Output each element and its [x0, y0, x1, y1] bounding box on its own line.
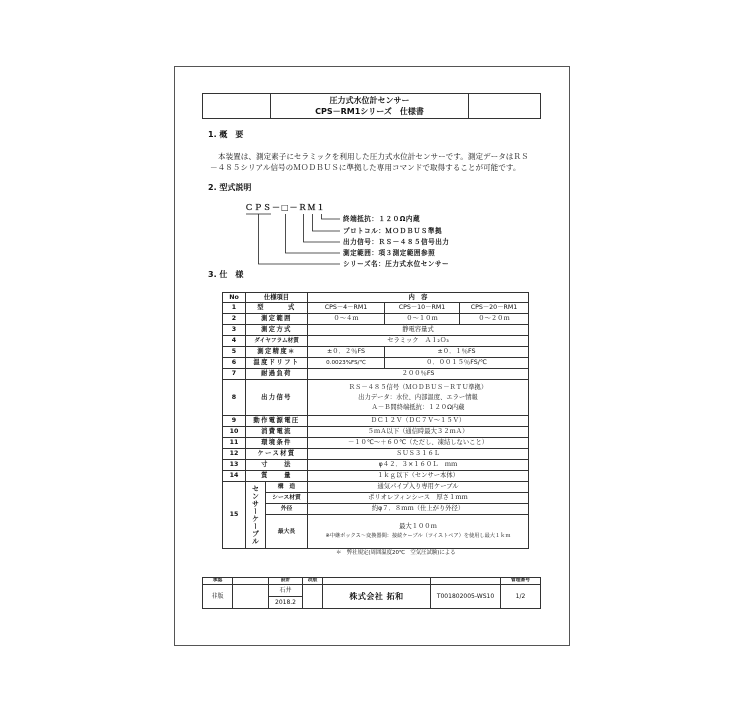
model-label-range: 測定範囲：項３測定範囲参照 — [343, 249, 436, 257]
title-line-1: 圧力式水位計センサー — [329, 96, 410, 105]
row-value: CPS－4－RM1 — [308, 303, 385, 314]
cable-group-label-cell — [246, 482, 266, 549]
output-data-line: 出力データ：水位、内部温度、エラー情報 — [358, 393, 478, 401]
row-value: 静電容量式 — [308, 325, 529, 336]
row-value: ポリオレフィンシース 厚さ１ｍｍ — [308, 493, 529, 504]
table-row — [223, 449, 529, 460]
row-value: セラミック Ａｌ₂Ｏ₃ — [308, 336, 529, 347]
row-item: 温度ドリフト — [246, 358, 308, 369]
max-length-value: 最大１００ｍ — [399, 523, 437, 530]
designer: 石井 — [269, 585, 303, 597]
doc-number-header — [431, 578, 501, 585]
row-value: ５ｍＡ以下（通信時最大３２ｍＡ） — [308, 427, 529, 438]
row-value: φ４２．３×１６０Ｌ ｍｍ — [308, 460, 529, 471]
table-row — [223, 493, 529, 504]
row-value: ０．００１５％FS/℃ — [385, 358, 529, 369]
row-item: 寸 法 — [246, 460, 308, 471]
row-item: ケース材質 — [246, 449, 308, 460]
footnote: ＊ 弊社規定(周囲温度20℃ 空気圧試験)による — [336, 550, 456, 556]
table-row — [223, 336, 529, 347]
row-item: 環境条件 — [246, 438, 308, 449]
row-value — [308, 380, 529, 416]
row-value: －１０℃～＋６０℃（ただし、凍結しないこと） — [308, 438, 529, 449]
termination-line: Ａ－Ｂ間終端抵抗：１２０Ω内蔵 — [371, 403, 465, 411]
approval-blank-header — [233, 578, 269, 585]
row-item: 測定範囲 — [246, 314, 308, 325]
col-header-no: No — [223, 293, 246, 303]
revision-cell — [303, 585, 323, 609]
table-row — [223, 438, 529, 449]
number-label: 管理番号 — [501, 578, 541, 585]
spec-table — [222, 292, 529, 549]
company-header — [323, 578, 431, 585]
row-no: 6 — [223, 358, 246, 369]
table-row — [223, 504, 529, 515]
row-value: ２００％FS — [308, 369, 529, 380]
section-heading-model: 2. 型式説明 — [208, 183, 252, 192]
cable-group-label: センサーケーブル — [251, 485, 260, 545]
row-value: 約φ７．８ｍｍ（仕上がり外径） — [308, 504, 529, 515]
row-item: 出力信号 — [246, 380, 308, 416]
row-value: 通気パイプ入り専用ケーブル — [308, 482, 529, 493]
row-item: 測定精度＊ — [246, 347, 308, 358]
approval-label: 承認 — [203, 578, 233, 585]
row-no: 5 — [223, 347, 246, 358]
row-no: 14 — [223, 471, 246, 482]
table-row — [223, 515, 529, 549]
company-name: 株式会社 拓和 — [323, 585, 431, 609]
table-row — [223, 358, 529, 369]
row-item: 動作電源電圧 — [246, 416, 308, 427]
title-line-2: CPS－RM1シリーズ 仕様書 — [315, 107, 424, 116]
approval-stamp-cell — [233, 585, 269, 609]
table-row — [223, 380, 529, 416]
issue-date: 2018.2 — [269, 597, 303, 609]
table-row — [223, 303, 529, 314]
row-item: 消費電流 — [246, 427, 308, 438]
row-no: 11 — [223, 438, 246, 449]
table-row — [223, 427, 529, 438]
row-no: 4 — [223, 336, 246, 347]
output-signal-line: ＲＳ－４８５信号（ＭＯＤＢＵＳ－ＲＴＵ準拠） — [348, 383, 488, 391]
row-value: 0.0023%FS/℃ — [308, 358, 385, 369]
model-code: ＣＰＳ－□－ＲＭ１ — [245, 203, 326, 212]
row-no: 1 — [223, 303, 246, 314]
row-item: 型 式 — [246, 303, 308, 314]
row-value: ＤＣ１２Ｖ（ＤＣ７Ｖ～１５Ｖ） — [308, 416, 529, 427]
section-heading-spec: 3. 仕 様 — [208, 270, 244, 279]
table-row — [223, 471, 529, 482]
model-label-series: シリーズ名：圧力式水位センサー — [343, 260, 450, 268]
row-item: 耐過負荷 — [246, 369, 308, 380]
page-number: 1/2 — [501, 585, 541, 609]
row-value: CPS－10－RM1 — [385, 303, 460, 314]
row-value: ±０．２％FS — [308, 347, 385, 358]
col-header-item: 仕様項目 — [246, 293, 308, 303]
model-label-output: 出力信号：ＲＳ－４８５信号出力 — [343, 238, 450, 246]
row-no: 3 — [223, 325, 246, 336]
row-value: ０～４ｍ — [308, 314, 385, 325]
row-sub-item: シース材質 — [266, 493, 308, 504]
overview-line-2: －４８５シリアル信号のＭＯＤＢＵＳに準拠した専用コマンドで取得することが可能です。 — [210, 163, 521, 172]
document-number: T001802005-WS10 — [431, 585, 501, 609]
model-label-termination: 終端抵抗：１２０Ω内蔵 — [343, 215, 421, 223]
row-no: 7 — [223, 369, 246, 380]
table-row — [223, 347, 529, 358]
row-no: 13 — [223, 460, 246, 471]
footer-title-block — [202, 577, 541, 609]
design-label: 設計 — [269, 578, 303, 585]
row-no: 9 — [223, 416, 246, 427]
table-row — [223, 369, 529, 380]
leader-line-termination — [322, 214, 341, 219]
row-value: ０～１０ｍ — [385, 314, 460, 325]
table-row — [223, 416, 529, 427]
row-value: ０～２０ｍ — [460, 314, 529, 325]
table-row — [223, 314, 529, 325]
overview-line-1: 本装置は、測定素子にセラミックを利用した圧力式水位計センサーです。測定データはＲＳ — [218, 152, 529, 161]
table-row — [223, 460, 529, 471]
edition: 非版 — [203, 585, 233, 609]
leader-line-series-drop — [259, 214, 341, 264]
revision-label: 改版 — [303, 578, 323, 585]
row-item: 測定方式 — [246, 325, 308, 336]
row-no: 15 — [223, 482, 246, 549]
row-sub-item: 構 造 — [266, 482, 308, 493]
max-length-note: ※中継ボックス～変換器間：接続ケーブル（ツイストペア）を使用し最大１ｋｍ — [325, 533, 511, 539]
row-value: ±０．１％FS — [385, 347, 529, 358]
row-no: 12 — [223, 449, 246, 460]
table-row — [223, 325, 529, 336]
col-header-content: 内 容 — [308, 293, 529, 303]
row-no: 2 — [223, 314, 246, 325]
row-no: 8 — [223, 380, 246, 416]
row-sub-item: 外径 — [266, 504, 308, 515]
row-sub-item: 最大長 — [266, 515, 308, 549]
row-value — [308, 515, 529, 549]
table-row — [223, 482, 529, 493]
row-item: ダイヤフラム材質 — [246, 336, 308, 347]
row-value: １ｋｇ以下（センサー本体） — [308, 471, 529, 482]
row-value: CPS－20－RM1 — [460, 303, 529, 314]
row-value: ＳＵＳ３１６Ｌ — [308, 449, 529, 460]
leader-line-protocol — [313, 214, 341, 231]
row-no: 10 — [223, 427, 246, 438]
spec-header-row — [223, 293, 529, 303]
section-heading-overview: 1. 概 要 — [208, 130, 244, 139]
model-label-protocol: プロトコル：ＭＯＤＢＵＳ準拠 — [343, 227, 443, 235]
row-item: 質 量 — [246, 471, 308, 482]
